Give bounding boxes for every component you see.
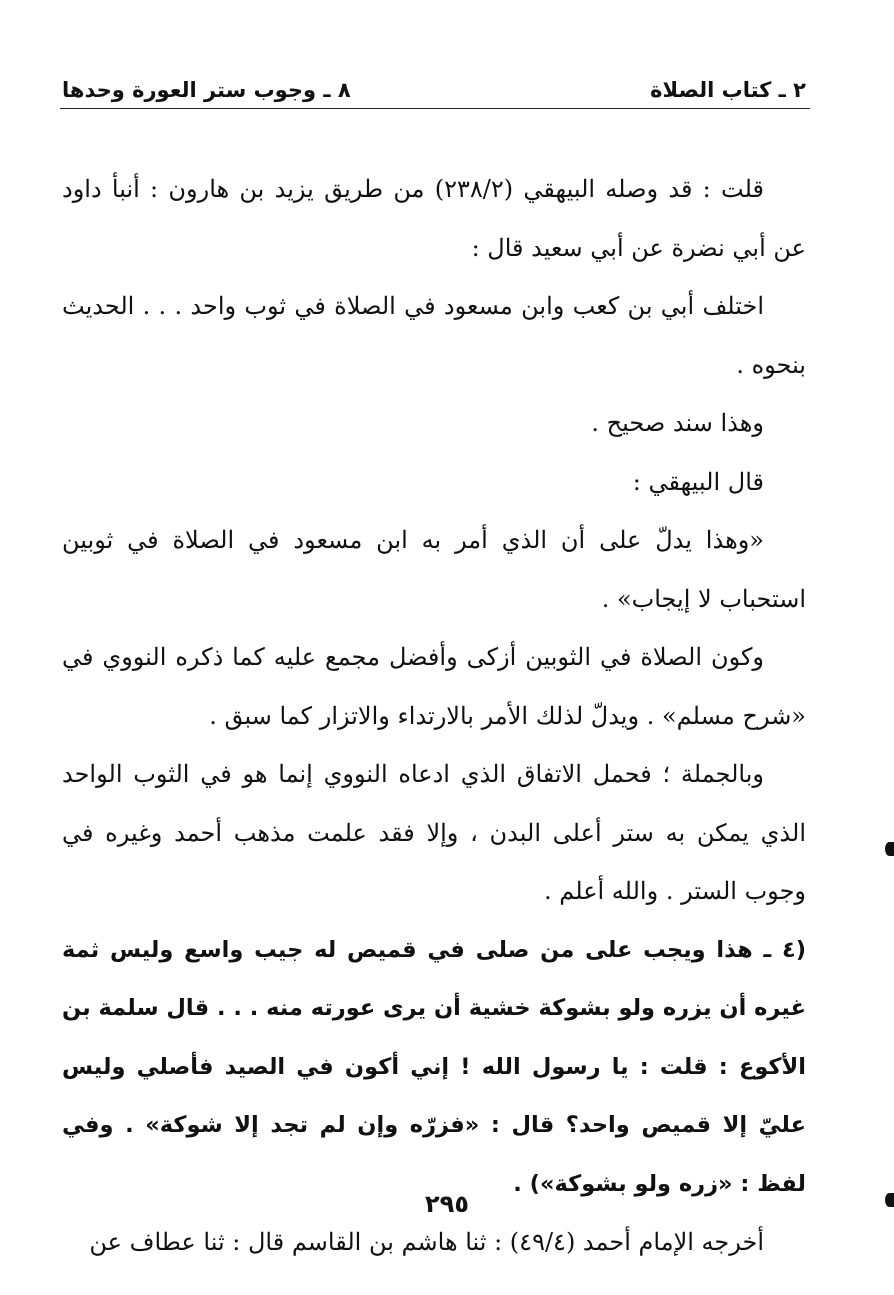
page-number: ٢٩٥	[425, 1190, 469, 1218]
header-section-title: ٨ ـ وجوب ستر العورة وحدها	[62, 78, 351, 102]
paragraph: قلت : قد وصله البيهقي (٢٣٨/٢) من طريق يزيد بن هارون : أنبأ داود عن أبي نضرة عن أبي سعيد قال :	[62, 175, 806, 262]
header-divider	[60, 108, 810, 109]
bold-paragraph: (٤ ـ هذا ويجب على من صلى في قميص له جيب واسع وليس ثمة غيره أن يزره ولو بشوكة خشية أن يرى عورته منه . . . قال سلمة بن الأكوع : قلت : يا رسول الله ! إني أكون في الصيد فأصلي وليس عليّ إلا قميص واحد؟ قال : «فزرّه وإن لم تجد إلا شوكة» . وفي لفظ : «زره ولو بشوكة») .	[62, 936, 806, 1197]
edge-mark	[885, 842, 894, 856]
paragraph: وهذا سند صحيح .	[591, 409, 764, 437]
paragraph: قال البيهقي :	[632, 467, 764, 496]
running-header	[62, 62, 806, 102]
main-text	[62, 160, 806, 1272]
header-chapter-title: ٢ ـ كتاب الصلاة	[650, 78, 806, 102]
paragraph: أخرجه الإمام أحمد (٤٩/٤) : ثنا هاشم بن القاسم قال : ثنا عطاف عن	[89, 1228, 764, 1256]
paragraph: اختلف أبي بن كعب وابن مسعود في الصلاة في ثوب واحد . . . الحديث بنحوه .	[62, 292, 806, 379]
paragraph: وكون الصلاة في الثوبين أزكى وأفضل مجمع عليه كما ذكره النووي في «شرح مسلم» . ويدلّ لذلك الأمر بالارتداء والاتزار كما سبق .	[62, 643, 806, 730]
paragraph: «وهذا يدلّ على أن الذي أمر به ابن مسعود في الصلاة في ثوبين استحباب لا إيجاب» .	[62, 526, 806, 613]
edge-mark	[885, 1193, 894, 1207]
paragraph: وبالجملة ؛ فحمل الاتفاق الذي ادعاه النووي إنما هو في الثوب الواحد الذي يمكن به ستر أعلى البدن ، وإلا فقد علمت مذهب أحمد وغيره في وجوب الستر . والله أعلم .	[62, 760, 807, 905]
